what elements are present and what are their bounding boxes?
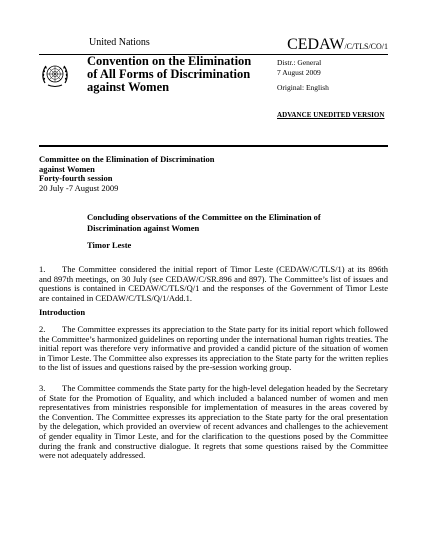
session-dates: 20 July -7 August 2009	[39, 182, 119, 193]
paragraph-number: 2.	[39, 324, 46, 334]
organization-name: United Nations	[89, 37, 150, 48]
document-symbol-suffix: /C/TLS/CO/1	[344, 42, 388, 51]
paragraph-text: The Committee commends the State party for the high-level delegation headed by the Secretary of State for the Promotion of Equality, and which included a balanced number of women and men representatives from ministries responsible for implementation of measures in the areas covered by the Convention. The Committee expresses its appreciation to the State party for the oral presentation by the delegation, which provided an overview of recent advances and challenges to the achievement of gender equality in Timor Leste, and for the clarification to the questions posed by the Committee during the frank and constructive dialogue. It regrets that some questions raised by the Committee were not adequately addressed.	[39, 383, 388, 461]
committee-name: Committee on the Elimination of Discrimination against Women	[39, 154, 215, 174]
convention-title: Convention on the Elimination of All Forms of Discrimination against Women	[87, 54, 252, 94]
document-symbol	[116, 37, 388, 55]
original-language: Original: English	[277, 83, 329, 92]
introduction-heading: Introduction	[39, 307, 86, 317]
section-divider	[39, 145, 388, 147]
document-date: 7 August 2009	[277, 68, 321, 77]
session-name: Forty-fourth session	[39, 173, 113, 183]
paragraph-3	[39, 384, 388, 461]
paragraph-text: The Committee expresses its appreciation to the State party for its initial report which followed the Committee’s harmonized guidelines on reporting under the international human rights treaties. The initial report was therefore very informative and provided a candid picture of the situation of women in Timor Leste. The Committee also expresses its appreciation to the State party for the written replies to the list of issues and questions raised by the pre-session working group.	[39, 324, 388, 373]
document-title: Concluding observations of the Committee on the Elimination of Discrimination against Women	[87, 212, 321, 233]
country-name: Timor Leste	[87, 240, 132, 250]
un-emblem-icon	[40, 60, 70, 90]
paragraph-text: The Committee considered the initial report of Timor Leste (CEDAW/C/TLS/1) at its 896th and 897th meetings, on 30 July (see CEDAW/C/SR.896 and 897). The Committee’s list of issues and questions is contained in CEDAW/C/TLS/Q/1 and the responses of the Government of Timor Leste are contained in CEDAW/C/TLS/Q/1/Add.1.	[39, 264, 388, 303]
advance-version-notice: ADVANCE UNEDITED VERSION	[277, 111, 385, 119]
paragraph-number: 3.	[39, 383, 46, 393]
paragraph-number: 1.	[39, 264, 46, 274]
paragraph-1	[39, 265, 388, 303]
committee-block	[39, 155, 239, 193]
paragraph-2	[39, 325, 388, 373]
distribution-block	[277, 58, 321, 78]
distribution-type: Distr.: General	[277, 58, 322, 67]
document-symbol-main: CEDAW	[287, 36, 345, 53]
